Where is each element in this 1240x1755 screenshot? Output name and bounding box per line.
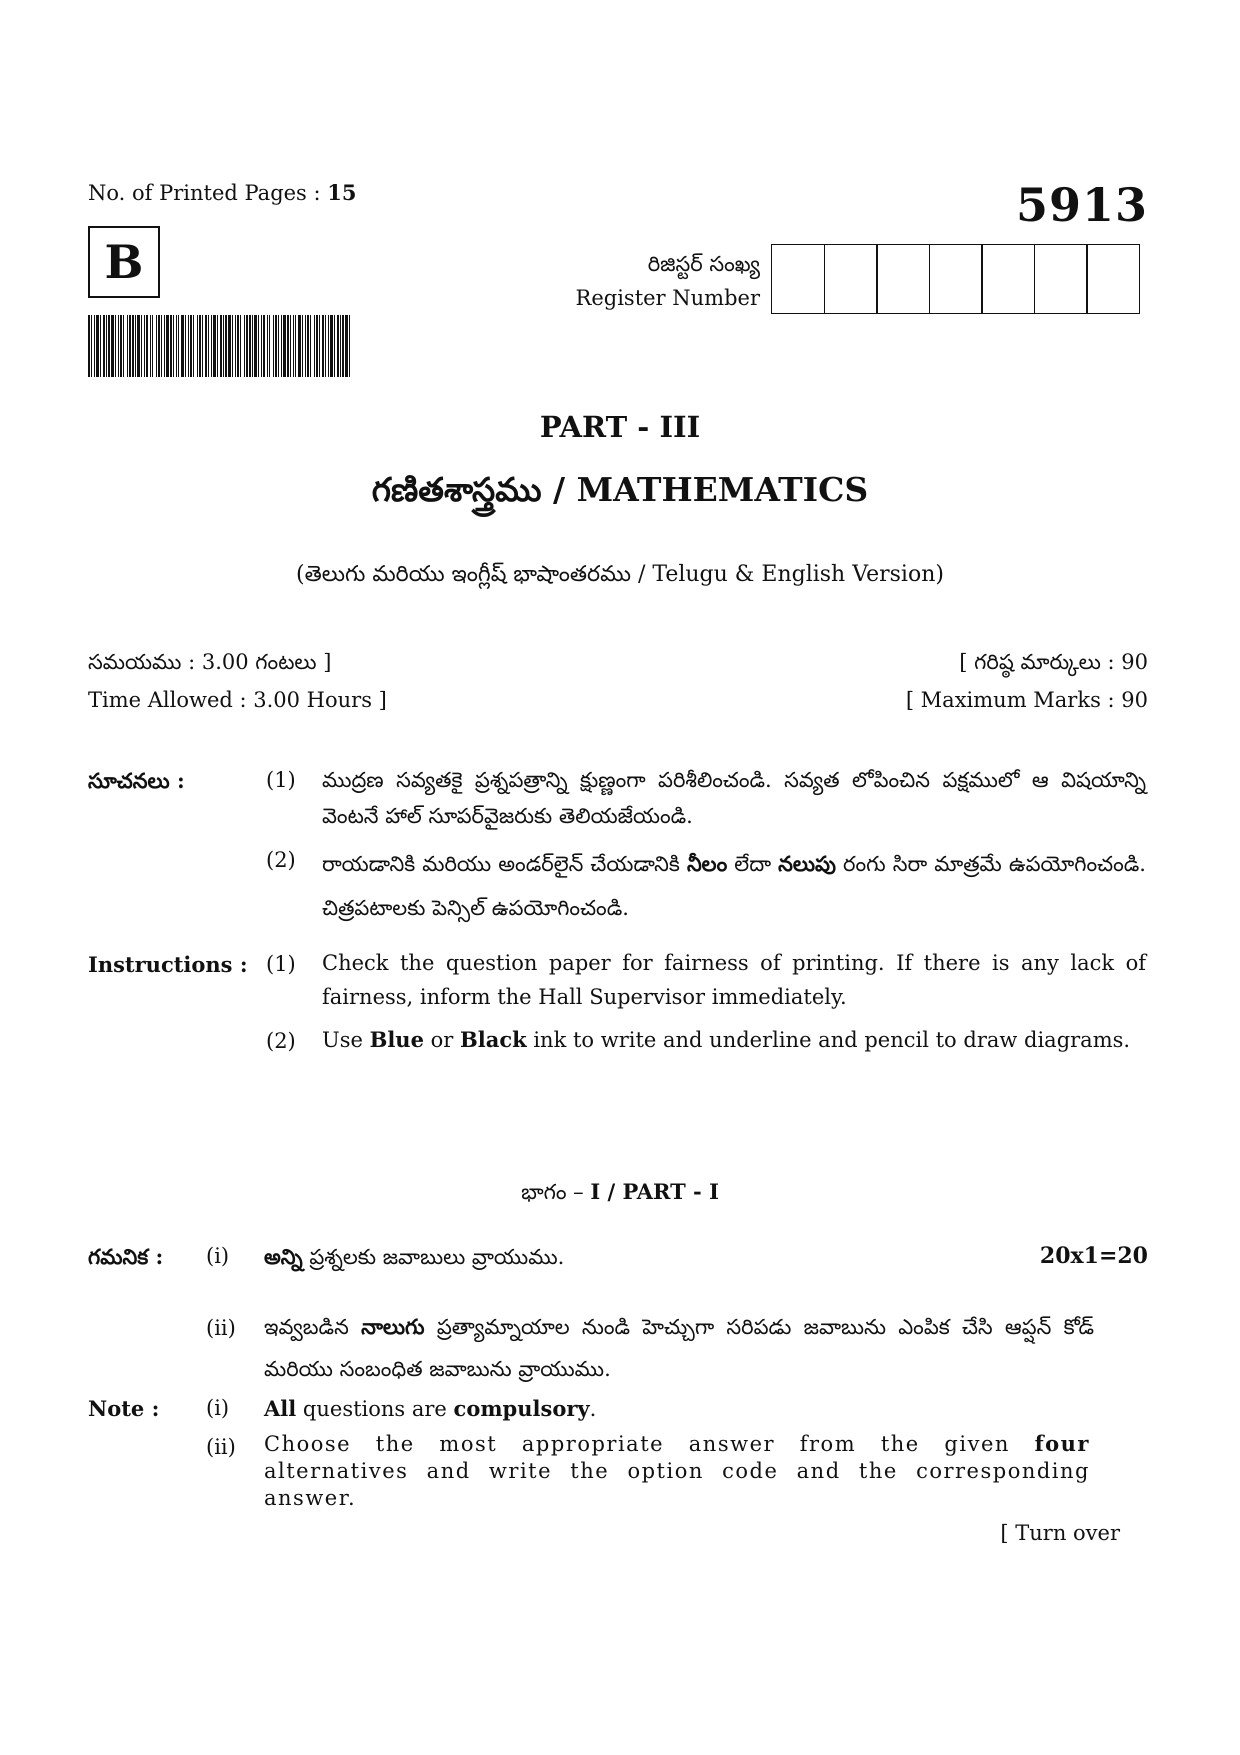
note-item-2-part-a: Choose the most appropriate answer from the given: [264, 1432, 1035, 1456]
version-line: (తెలుగు మరియు ఇంగ్లీష్ భాషాంతరము / Telugu & English Version): [296, 562, 944, 587]
part-one-heading-telugu: భాగం –: [521, 1180, 591, 1204]
register-number-box[interactable]: [771, 244, 825, 314]
suchanalu-item-2-part-c: రంగు సిరా మాత్రమే ఉపయోగించండి.: [835, 852, 1146, 876]
gamanika-item-1-bold: అన్ని: [264, 1244, 303, 1269]
time-allowed-english: Time Allowed : 3.00 Hours ]: [88, 688, 387, 712]
register-number-box[interactable]: [824, 244, 878, 314]
register-number-box[interactable]: [981, 244, 1035, 314]
note-item-2-text: [264, 1430, 1090, 1512]
series-box: [88, 226, 160, 298]
max-marks-english: [ Maximum Marks : 90: [905, 688, 1148, 712]
suchanalu-item-2-bold-black: నలుపు: [778, 851, 836, 876]
register-number-box[interactable]: [1034, 244, 1088, 314]
register-label-telugu: రిజిస్టర్ సంఖ్య: [647, 252, 760, 276]
gamanika-item-1-number: (i): [206, 1244, 230, 1268]
part-one-marks: 20x1=20: [1039, 1243, 1148, 1269]
gamanika-item-2-part-b: ప్రత్యామ్నాయాల నుండి హెచ్చుగా సరిపడు జవాబును ఎంపిక చేసి ఆప్షన్ కోడ్ మరియు సంబంధిత జవాబును వ్రాయుము.: [264, 1315, 1094, 1381]
suchanalu-item-2-part-a: రాయడానికి మరియు అండర్‌లైన్ చేయడానికి: [322, 852, 687, 876]
instructions-item-2-part-c: ink to write and underline and pencil to draw diagrams.: [526, 1028, 1131, 1052]
gamanika-item-2-part-a: ఇవ్వబడిన: [264, 1315, 362, 1339]
suchanalu-item-1-text: [322, 762, 1146, 834]
barcode-image: [88, 315, 350, 377]
note-item-1-text: [264, 1396, 596, 1421]
note-label: Note :: [88, 1396, 160, 1421]
suchanalu-item-2-part-b: లేదా: [727, 852, 779, 876]
gamanika-item-2-number: (ii): [206, 1316, 236, 1340]
instructions-item-2-number: (2): [266, 1029, 296, 1053]
note-item-1-part-b: .: [589, 1397, 597, 1421]
paper-code: 5913: [1015, 178, 1148, 232]
note-item-1-bold-compulsory: compulsory: [453, 1396, 590, 1421]
time-allowed-telugu: సమయము : 3.00 గంటలు ]: [88, 650, 332, 674]
suchanalu-item-2-number: (2): [266, 848, 296, 872]
gamanika-label: గమనిక :: [88, 1244, 164, 1269]
subject-title-telugu: గణితశాస్త్రము /: [371, 470, 577, 509]
part-one-heading: [0, 1179, 1240, 1210]
printed-pages: [88, 180, 357, 205]
suchanalu-item-2-text: [322, 842, 1146, 930]
register-number-box[interactable]: [876, 244, 930, 314]
max-marks-telugu: [ గరిష్ఠ మార్కులు : 90: [959, 650, 1148, 674]
turn-over: [ Turn over: [1000, 1521, 1120, 1545]
gamanika-item-1-rest: ప్రశ్నలకు జవాబులు వ్రాయుము.: [302, 1245, 565, 1269]
register-number-box[interactable]: [1086, 244, 1140, 314]
gamanika-item-1-text: [264, 1244, 564, 1275]
gamanika-item-2-text: [264, 1306, 1094, 1390]
subject-title-english: MATHEMATICS: [576, 470, 869, 509]
suchanalu-item-2-bold-blue: నీలం: [686, 851, 728, 876]
instructions-item-2-bold-black: Black: [459, 1027, 527, 1052]
suchanalu-item-1-part-a: ముద్రణ సవ్యతకై ప్రశ్నపత్రాన్ని క్షుణ్ణంగా పరిశీలించండి.: [322, 768, 785, 792]
note-item-2-part-b: alternatives and write the option code and the corresponding answer.: [264, 1459, 1090, 1510]
instructions-item-1-number: (1): [266, 952, 296, 976]
note-item-1-number: (i): [206, 1396, 230, 1420]
suchanalu-item-1-number: (1): [266, 768, 296, 792]
note-item-2-number: (ii): [206, 1435, 236, 1459]
printed-pages-label: No. of Printed Pages :: [88, 181, 328, 205]
instructions-item-2-text: [322, 1023, 1146, 1057]
printed-pages-value: 15: [327, 180, 357, 205]
part-heading: PART - III: [539, 410, 701, 444]
suchanalu-item-2-part-d: చిత్రపటాలకు పెన్సిల్ ఉపయోగించండి.: [322, 896, 629, 920]
register-number-label: [540, 247, 760, 315]
register-number-boxes[interactable]: [771, 244, 1140, 314]
note-item-1-bold-all: All: [264, 1396, 297, 1421]
part-one-heading-english: I / PART - I: [590, 1179, 719, 1204]
subject-title: [0, 470, 1240, 517]
note-item-2-bold-four: four: [1034, 1431, 1090, 1456]
register-number-box[interactable]: [929, 244, 983, 314]
suchanalu-label: సూచనలు :: [88, 768, 185, 793]
instructions-item-2-part-a: Use: [322, 1028, 370, 1052]
instructions-label: Instructions :: [88, 952, 248, 977]
note-item-1-part-a: questions are: [296, 1397, 454, 1421]
series-letter: B: [104, 235, 144, 289]
suchanalu-item-1-part-b: సవ్యత లోపించిన పక్షములో ఆ విషయాన్ని వెంటనే హాల్ సూపర్‌వైజరుకు తెలియజేయండి.: [322, 768, 1146, 828]
instructions-item-1-text: Check the question paper for fairness of printing. If there is any lack of fairness, inform the Hall Supervisor immediately.: [322, 951, 1146, 1009]
instructions-item-2-part-b: or: [423, 1028, 460, 1052]
gamanika-item-2-bold: నాలుగు: [361, 1314, 425, 1339]
instructions-item-2-bold-blue: Blue: [369, 1027, 424, 1052]
register-label-english: Register Number: [575, 286, 760, 310]
